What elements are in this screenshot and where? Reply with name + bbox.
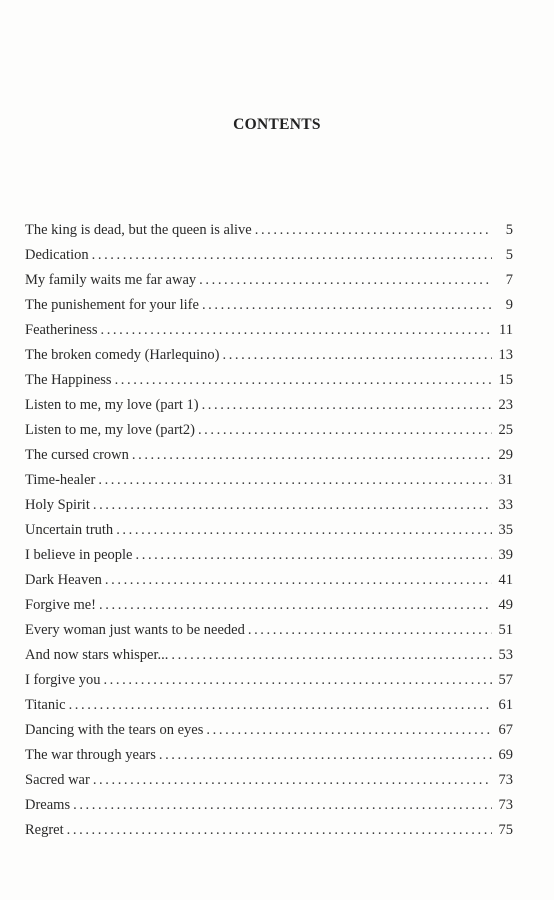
toc-entry-page-number: 31 <box>498 472 513 488</box>
toc-entry-page-number: 7 <box>505 272 513 288</box>
table-of-contents <box>25 218 513 843</box>
toc-dot-leader <box>105 568 492 593</box>
toc-dot-leader <box>206 718 492 743</box>
toc-dot-leader <box>69 693 492 718</box>
toc-dot-leader <box>92 243 492 268</box>
toc-entry-title: Sacred war <box>25 772 90 788</box>
toc-entry-page-number: 11 <box>499 322 513 338</box>
toc-entry-page-number: 41 <box>498 572 513 588</box>
toc-entry-title: Dark Heaven <box>25 572 102 588</box>
toc-entry <box>25 443 513 468</box>
toc-entry <box>25 643 513 668</box>
toc-dot-leader <box>99 593 492 618</box>
toc-entry-title: I forgive you <box>25 672 101 688</box>
toc-dot-leader <box>132 443 492 468</box>
toc-dot-leader <box>115 368 492 393</box>
toc-entry <box>25 693 513 718</box>
toc-entry-page-number: 15 <box>498 372 513 388</box>
toc-dot-leader <box>93 493 492 518</box>
toc-entry-title: Every woman just wants to be needed <box>25 622 245 638</box>
toc-entry <box>25 593 513 618</box>
toc-entry-page-number: 39 <box>498 547 513 563</box>
toc-entry <box>25 343 513 368</box>
toc-entry-title: The king is dead, but the queen is alive <box>25 222 252 238</box>
toc-entry-title: Titanic <box>25 697 66 713</box>
toc-dot-leader <box>100 318 492 343</box>
toc-entry-page-number: 73 <box>498 797 513 813</box>
toc-entry-title: Listen to me, my love (part2) <box>25 422 195 438</box>
toc-entry-page-number: 9 <box>505 297 513 313</box>
toc-entry <box>25 518 513 543</box>
toc-entry-title: And now stars whisper... <box>25 647 169 663</box>
toc-dot-leader <box>202 393 492 418</box>
toc-entry <box>25 668 513 693</box>
toc-entry-title: The Happiness <box>25 372 112 388</box>
toc-entry <box>25 318 513 343</box>
toc-entry-title: My family waits me far away <box>25 272 197 288</box>
toc-entry <box>25 618 513 643</box>
toc-dot-leader <box>73 793 492 818</box>
toc-dot-leader <box>98 468 492 493</box>
toc-entry <box>25 793 513 818</box>
toc-entry <box>25 568 513 593</box>
toc-entry-page-number: 75 <box>498 822 513 838</box>
toc-entry-title: Dancing with the tears on eyes <box>25 722 204 738</box>
toc-entry-title: The war through years <box>25 747 156 763</box>
toc-dot-leader <box>202 293 492 318</box>
toc-entry-page-number: 69 <box>498 747 513 763</box>
toc-entry <box>25 468 513 493</box>
toc-dot-leader <box>248 618 492 643</box>
toc-dot-leader <box>67 818 492 843</box>
toc-dot-leader <box>255 218 492 243</box>
toc-entry <box>25 818 513 843</box>
toc-entry <box>25 543 513 568</box>
toc-entry-title: Uncertain truth <box>25 522 114 538</box>
toc-entry <box>25 218 513 243</box>
toc-entry <box>25 418 513 443</box>
toc-dot-leader <box>199 268 492 293</box>
toc-entry-page-number: 61 <box>498 697 513 713</box>
toc-entry-page-number: 5 <box>505 247 513 263</box>
toc-entry-title: Featheriness <box>25 322 98 338</box>
toc-entry-page-number: 23 <box>498 397 513 413</box>
toc-entry-page-number: 5 <box>505 222 513 238</box>
toc-entry-title: Dreams <box>25 797 71 813</box>
toc-entry-title: The cursed crown <box>25 447 129 463</box>
toc-entry-title: Regret <box>25 822 64 838</box>
toc-entry-page-number: 33 <box>498 497 513 513</box>
page-title: CONTENTS <box>233 116 321 133</box>
toc-entry-page-number: 67 <box>498 722 513 738</box>
toc-entry <box>25 768 513 793</box>
toc-entry-title: Listen to me, my love (part 1) <box>25 397 199 413</box>
toc-entry <box>25 293 513 318</box>
toc-dot-leader <box>136 543 493 568</box>
toc-entry-page-number: 57 <box>498 672 513 688</box>
toc-entry-title: Time-healer <box>25 472 96 488</box>
toc-entry-page-number: 73 <box>498 772 513 788</box>
toc-entry <box>25 268 513 293</box>
toc-dot-leader <box>159 743 492 768</box>
toc-entry <box>25 743 513 768</box>
toc-dot-leader <box>103 668 492 693</box>
toc-entry-title: I believe in people <box>25 547 133 563</box>
toc-entry-title: Holy Spirit <box>25 497 90 513</box>
toc-entry-page-number: 49 <box>498 597 513 613</box>
toc-entry-title: Dedication <box>25 247 89 263</box>
toc-entry-page-number: 13 <box>498 347 513 363</box>
toc-entry <box>25 243 513 268</box>
toc-dot-leader <box>198 418 492 443</box>
toc-entry-page-number: 29 <box>498 447 513 463</box>
toc-entry-page-number: 35 <box>498 522 513 538</box>
toc-entry-title: The punishement for your life <box>25 297 199 313</box>
toc-entry-title: Forgive me! <box>25 597 97 613</box>
toc-entry-title: The broken comedy (Harlequino) <box>25 347 220 363</box>
toc-dot-leader <box>222 343 492 368</box>
toc-entry <box>25 718 513 743</box>
toc-dot-leader <box>93 768 492 793</box>
toc-dot-leader <box>116 518 492 543</box>
toc-entry-page-number: 51 <box>498 622 513 638</box>
toc-entry <box>25 393 513 418</box>
toc-entry <box>25 368 513 393</box>
toc-entry <box>25 493 513 518</box>
toc-dot-leader <box>171 643 492 668</box>
toc-entry-page-number: 25 <box>498 422 513 438</box>
toc-entry-page-number: 53 <box>498 647 513 663</box>
